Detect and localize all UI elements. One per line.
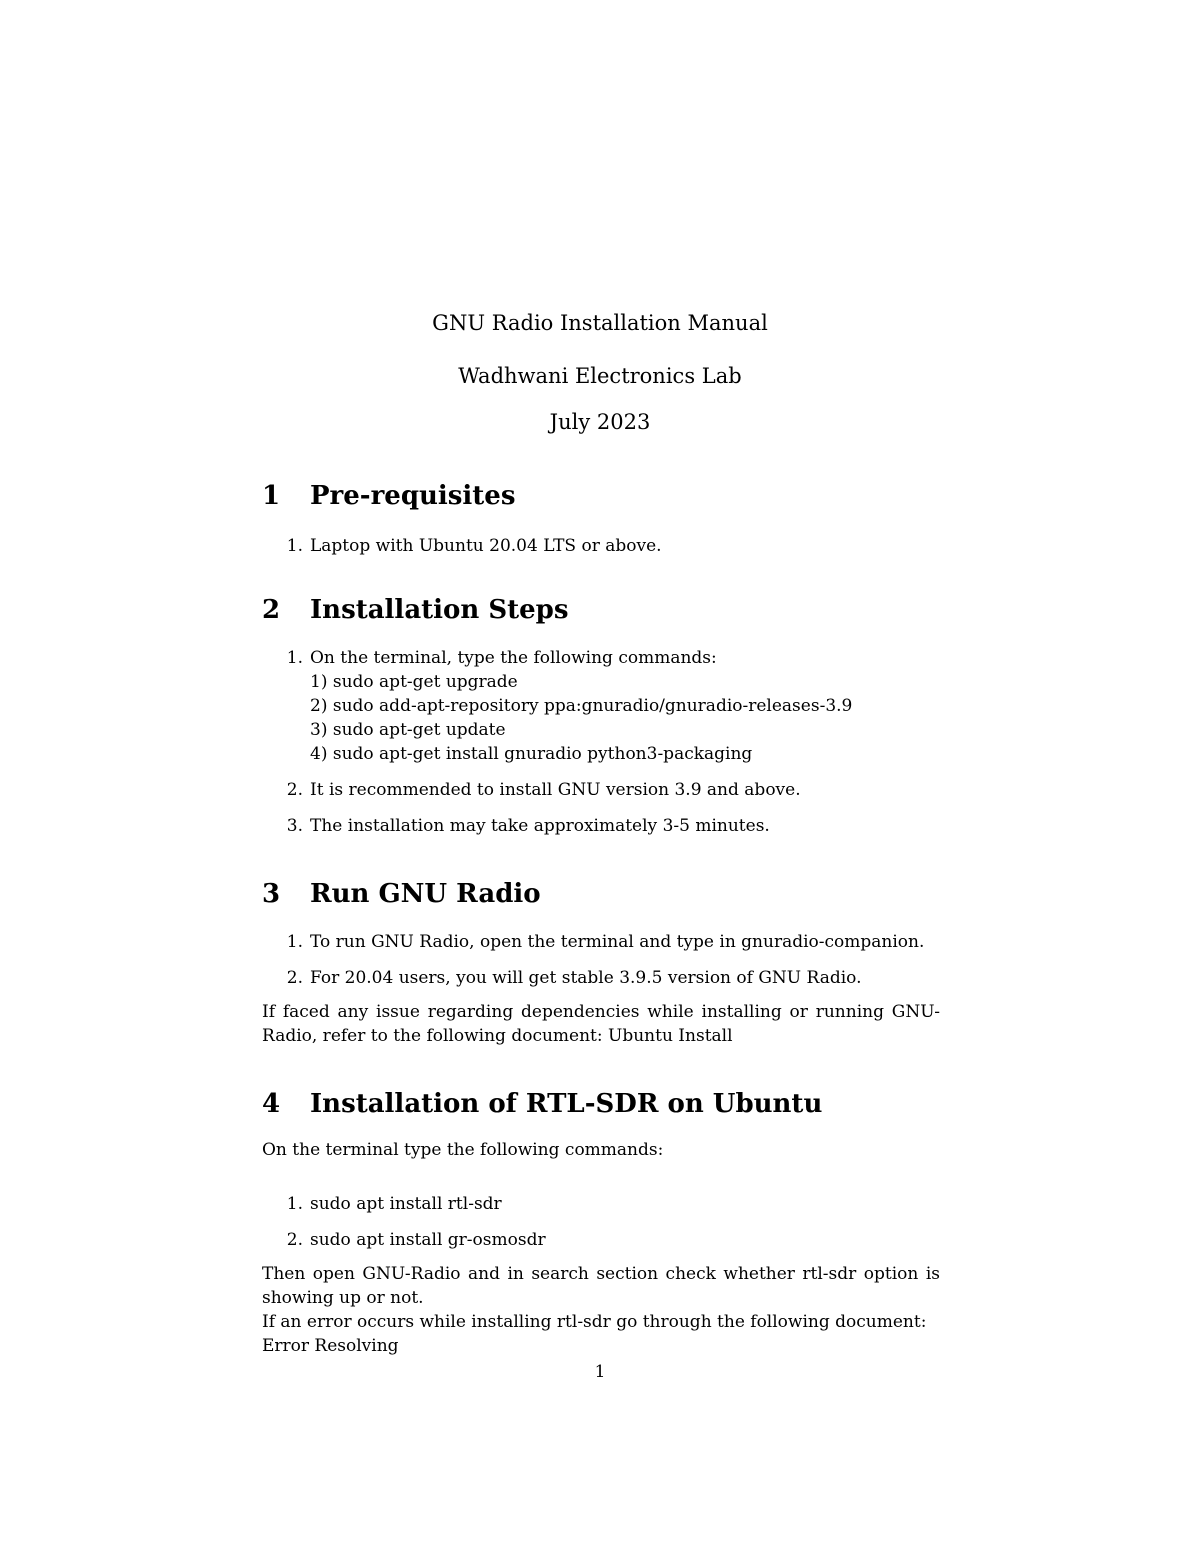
section-title: Run GNU Radio (310, 879, 541, 909)
list-item-text: sudo apt install gr-osmosdr (310, 1230, 546, 1250)
rtl-sdr-check-paragraph: Then open GNU-Radio and in search section check whether rtl-sdr option is showing up or not. (262, 1264, 940, 1308)
error-resolving-paragraph: If an error occurs while installing rtl-sdr go through the following document: Error Resolving (262, 1312, 927, 1356)
section-title: Installation of RTL-SDR on Ubuntu (310, 1089, 823, 1119)
installation-steps-list (262, 646, 940, 838)
list-item-text: To run GNU Radio, open the terminal and type in gnuradio-companion. (310, 932, 925, 952)
section-heading-prerequisites (262, 478, 940, 514)
list-item (262, 646, 940, 766)
list-item (262, 1228, 940, 1252)
list-item-number: 2. (286, 968, 303, 988)
section-number: 4 (262, 1089, 281, 1119)
section-title: Pre-requisites (310, 481, 516, 511)
list-item-number: 1. (286, 1194, 303, 1214)
list-item-text: The installation may take approximately 3-5 minutes. (310, 816, 770, 836)
command-line: 3) sudo apt-get update (310, 720, 506, 740)
document-date: July 2023 (549, 410, 651, 434)
list-item (262, 814, 940, 838)
list-item-number: 3. (286, 816, 303, 836)
run-gnu-radio-list (262, 930, 940, 990)
section-heading-rtl-sdr (262, 1086, 940, 1122)
document-author: Wadhwani Electronics Lab (458, 364, 742, 388)
section-heading-run-gnu-radio (262, 876, 940, 912)
document-body (262, 478, 940, 1358)
list-item (262, 930, 940, 954)
section-heading-installation-steps (262, 592, 940, 628)
list-item (262, 534, 940, 558)
list-item-text: sudo apt install rtl-sdr (310, 1194, 502, 1214)
list-item-text: For 20.04 users, you will get stable 3.9.5 version of GNU Radio. (310, 968, 862, 988)
list-item (262, 1192, 940, 1216)
list-item-number: 2. (286, 780, 303, 800)
list-item-number: 1. (286, 932, 303, 952)
page-number: 1 (594, 1362, 606, 1382)
title-block (0, 308, 1200, 437)
command-line: 1) sudo apt-get upgrade (310, 672, 518, 692)
prerequisites-list (262, 534, 940, 558)
list-item-number: 1. (286, 536, 303, 556)
list-item-text: It is recommended to install GNU version 3.9 and above. (310, 780, 801, 800)
rtl-sdr-intro-paragraph: On the terminal type the following commands: (262, 1140, 664, 1160)
list-item-text: On the terminal, type the following commands: (310, 648, 717, 668)
list-item-text: Laptop with Ubuntu 20.04 LTS or above. (310, 536, 662, 556)
list-item-number: 2. (286, 1230, 303, 1250)
list-item-body (310, 646, 940, 766)
rtl-sdr-commands-list (262, 1192, 940, 1252)
command-line: 4) sudo apt-get install gnuradio python3-packaging (310, 744, 753, 764)
section-number: 2 (262, 595, 281, 625)
list-item (262, 778, 940, 802)
command-line: 2) sudo add-apt-repository ppa:gnuradio/gnuradio-releases-3.9 (310, 696, 853, 716)
list-item-number: 1. (286, 648, 303, 668)
document-title: GNU Radio Installation Manual (432, 311, 768, 335)
section-title: Installation Steps (310, 595, 569, 625)
section-number: 3 (262, 879, 281, 909)
dependency-note-paragraph: If faced any issue regarding dependencies while installing or running GNU-Radio, refer to the following document: Ubuntu Install (262, 1002, 940, 1046)
list-item (262, 966, 940, 990)
section-number: 1 (262, 481, 281, 511)
